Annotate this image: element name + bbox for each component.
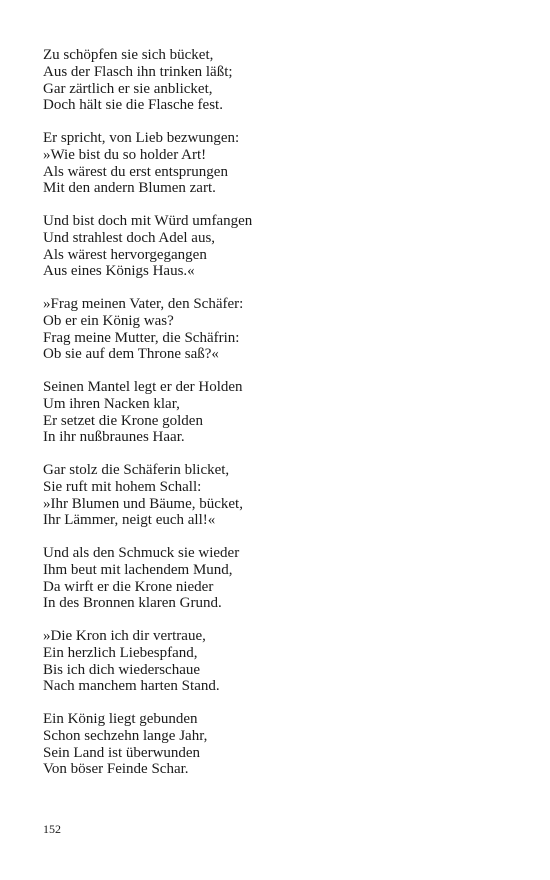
verse-line: Schon sechzehn lange Jahr, — [43, 727, 208, 744]
verse-line: »Frag meinen Vater, den Schäfer: — [43, 296, 244, 312]
verse-line: Ihm beut mit lachendem Mund, — [43, 561, 233, 578]
verse-line: Als wärest du erst entsprungen — [43, 163, 228, 180]
verse-line: Gar stolz die Schäferin blicket, — [43, 462, 230, 478]
stanza — [43, 711, 523, 778]
verse-line: Er spricht, von Lieb bezwungen: — [43, 130, 240, 146]
verse-line: Ob sie auf dem Throne saß?« — [43, 346, 219, 363]
verse-line: In des Bronnen klaren Grund. — [43, 595, 222, 612]
verse-line: Ein König liegt gebunden — [43, 711, 198, 727]
verse-line: Ob er ein König was? — [43, 312, 174, 329]
verse-line: Er setzet die Krone golden — [43, 412, 203, 429]
verse-line: Frag meine Mutter, die Schäfrin: — [43, 329, 240, 346]
stanza — [43, 545, 523, 612]
verse-line: Sein Land ist überwunden — [43, 744, 201, 761]
verse-line: »Ihr Blumen und Bäume, bücket, — [43, 495, 243, 512]
verse-line: Um ihren Nacken klar, — [43, 395, 180, 412]
verse-line: Gar zärtlich er sie anblicket, — [43, 80, 213, 97]
verse-line: In ihr nußbraunes Haar. — [43, 429, 185, 446]
verse-line: Sie ruft mit hohem Schall: — [43, 478, 202, 495]
stanza — [43, 47, 523, 114]
verse-line: Von böser Feinde Schar. — [43, 761, 189, 778]
verse-line: Und als den Schmuck sie wieder — [43, 545, 240, 561]
verse-line: Aus der Flasch ihn trinken läßt; — [43, 63, 233, 80]
stanza — [43, 130, 523, 197]
stanza — [43, 462, 523, 529]
verse-line: Und strahlest doch Adel aus, — [43, 229, 216, 246]
verse-line: Zu schöpfen sie sich bücket, — [43, 47, 214, 63]
verse-line: Nach manchem harten Stand. — [43, 678, 220, 695]
verse-line: »Wie bist du so holder Art! — [43, 146, 207, 163]
stanza — [43, 379, 523, 446]
verse-line: Und bist doch mit Würd umfangen — [43, 213, 253, 229]
poem-page — [43, 47, 523, 794]
stanza — [43, 296, 523, 363]
verse-line: Mit den andern Blumen zart. — [43, 180, 216, 197]
stanza — [43, 628, 523, 695]
stanza — [43, 213, 523, 280]
verse-line: Bis ich dich wiederschaue — [43, 661, 201, 678]
verse-line: Als wärest hervorgegangen — [43, 246, 207, 263]
verse-line: Ein herzlich Liebespfand, — [43, 644, 198, 661]
verse-line: Seinen Mantel legt er der Holden — [43, 379, 243, 395]
verse-line: Doch hält sie die Flasche fest. — [43, 97, 223, 114]
verse-line: Da wirft er die Krone nieder — [43, 578, 214, 595]
page-number: 152 — [43, 822, 61, 836]
verse-line: Aus eines Königs Haus.« — [43, 263, 195, 280]
verse-line: Ihr Lämmer, neigt euch all!« — [43, 512, 216, 529]
verse-line: »Die Kron ich dir vertraue, — [43, 628, 206, 644]
